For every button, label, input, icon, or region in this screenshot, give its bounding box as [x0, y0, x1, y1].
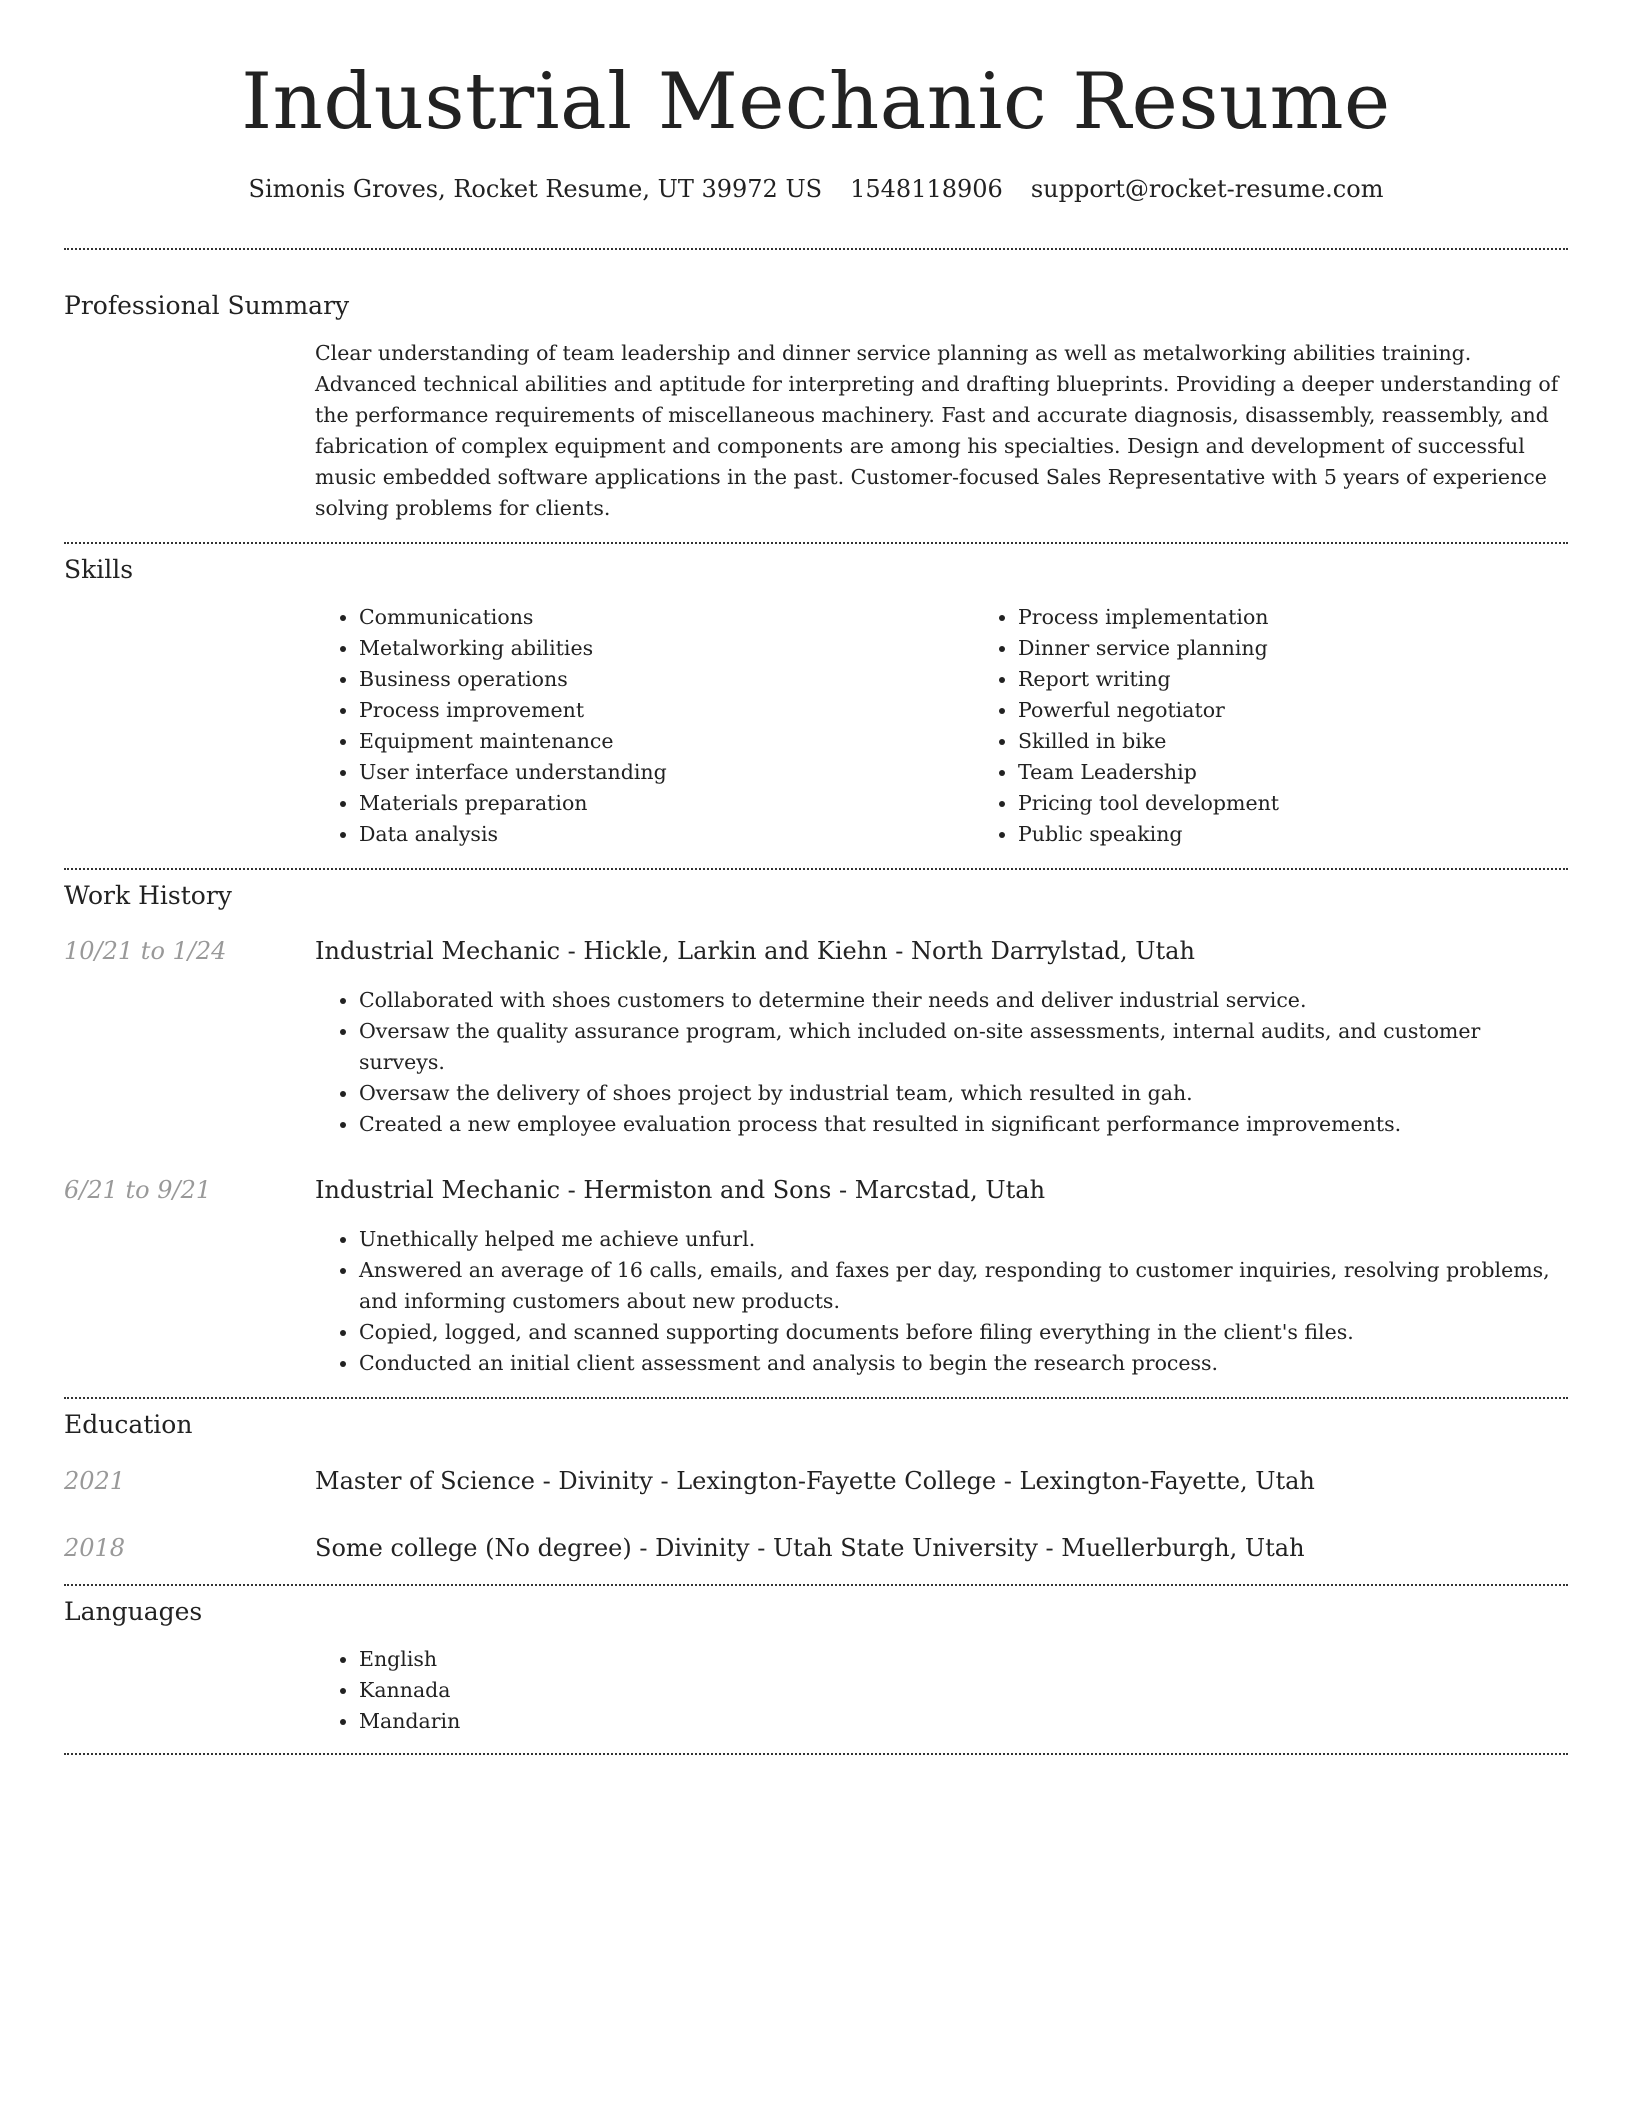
- education-year: 2021: [64, 1467, 126, 1495]
- languages-section: [64, 1596, 1568, 1737]
- skill-item: • Data analysis: [359, 819, 974, 850]
- divider: [64, 1584, 1568, 1586]
- skill-item: • Report writing: [1018, 664, 1632, 695]
- job-entry: [64, 935, 1568, 1140]
- language-item: • Mandarin: [359, 1706, 1568, 1737]
- skill-item: • Powerful negotiator: [1018, 695, 1632, 726]
- education-entry: [64, 1532, 1568, 1564]
- resume-title: Industrial Mechanic Resume: [241, 57, 1391, 147]
- job-bullets: [315, 1224, 1568, 1379]
- skill-item: • Communications: [359, 602, 974, 633]
- skill-item: • Materials preparation: [359, 788, 974, 819]
- skill-item: • Skilled in bike: [1018, 726, 1632, 757]
- languages-heading: Languages: [64, 1597, 203, 1626]
- skill-item: • Metalworking abilities: [359, 633, 974, 664]
- summary-section: [64, 290, 1568, 524]
- job-bullet: • Oversaw the delivery of shoes project by industrial team, which resulted in gah.: [359, 1078, 1568, 1109]
- skills-list-right: [974, 602, 1632, 850]
- work-section: [64, 880, 1568, 1379]
- job-bullet: • Unethically helped me achieve unfurl.: [359, 1224, 1568, 1255]
- skill-item: • Public speaking: [1018, 819, 1632, 850]
- skill-item: • Team Leadership: [1018, 757, 1632, 788]
- divider: [64, 1753, 1568, 1755]
- job-bullet: • Oversaw the quality assurance program, which included on-site assessments, internal audits, and customer surveys.: [359, 1016, 1568, 1078]
- contact-address: Simonis Groves, Rocket Resume, UT 39972 US: [248, 175, 823, 203]
- contact-email: support@rocket-resume.com: [1030, 175, 1384, 203]
- education-year: 2018: [64, 1534, 126, 1562]
- contact-phone: 1548118906: [850, 175, 1003, 203]
- job-bullet: • Created a new employee evaluation process that resulted in significant performance improvements.: [359, 1109, 1568, 1140]
- languages-list: [315, 1644, 1568, 1737]
- skills-heading: Skills: [64, 555, 134, 584]
- divider: [64, 542, 1568, 544]
- skill-item: • Dinner service planning: [1018, 633, 1632, 664]
- divider: [64, 1397, 1568, 1399]
- job-entry: [64, 1174, 1568, 1379]
- job-bullet: • Collaborated with shoes customers to determine their needs and deliver industrial service.: [359, 985, 1568, 1016]
- education-text: Some college (No degree) - Divinity - Utah State University - Muellerburgh, Utah: [315, 1534, 1305, 1562]
- job-dates: 6/21 to 9/21: [64, 1176, 212, 1204]
- language-item: • English: [359, 1644, 1568, 1675]
- skill-item: • Pricing tool development: [1018, 788, 1632, 819]
- education-section: [64, 1409, 1568, 1564]
- divider: [64, 248, 1568, 250]
- skill-item: • User interface understanding: [359, 757, 974, 788]
- job-bullet: • Answered an average of 16 calls, emails, and faxes per day, responding to customer inquiries, resolving problems, and informing customers about new products.: [359, 1255, 1568, 1317]
- divider: [64, 868, 1568, 870]
- job-title: Industrial Mechanic - Hermiston and Sons - Marcstad, Utah: [315, 1176, 1046, 1204]
- language-item: • Kannada: [359, 1675, 1568, 1706]
- education-text: Master of Science - Divinity - Lexington-Fayette College - Lexington-Fayette, Utah: [315, 1467, 1315, 1495]
- job-bullet: • Conducted an initial client assessment and analysis to begin the research process.: [359, 1348, 1568, 1379]
- job-dates: 10/21 to 1/24: [64, 937, 227, 965]
- skill-item: • Business operations: [359, 664, 974, 695]
- work-heading: Work History: [64, 881, 232, 910]
- summary-text: Clear understanding of team leadership and dinner service planning as well as metalworking abilities training. Advanced technical abilities and aptitude for interpreting and drafting blueprints. Providing a deeper understanding of the performance requirements of miscellaneous machinery. Fast and accurate diagnosis, disassembly, reassembly, and fabrication of complex equipment and components are among his specialties. Design and development of successful music embedded software applications in the past. Customer-focused Sales Representative with 5 years of experience solving problems for clients.: [315, 341, 1559, 520]
- skills-section: [64, 554, 1568, 850]
- skills-list-left: [315, 602, 974, 850]
- job-bullet: • Copied, logged, and scanned supporting documents before filing everything in the client's files.: [359, 1317, 1568, 1348]
- education-entry: [64, 1465, 1568, 1497]
- resume-page: [64, 0, 1568, 1755]
- skill-item: • Process improvement: [359, 695, 974, 726]
- job-bullets: [315, 985, 1568, 1140]
- skill-item: • Process implementation: [1018, 602, 1632, 633]
- job-title: Industrial Mechanic - Hickle, Larkin and Kiehn - North Darrylstad, Utah: [315, 937, 1195, 965]
- education-heading: Education: [64, 1410, 193, 1439]
- skill-item: • Equipment maintenance: [359, 726, 974, 757]
- summary-heading: Professional Summary: [64, 291, 350, 320]
- contact-line: [64, 174, 1568, 204]
